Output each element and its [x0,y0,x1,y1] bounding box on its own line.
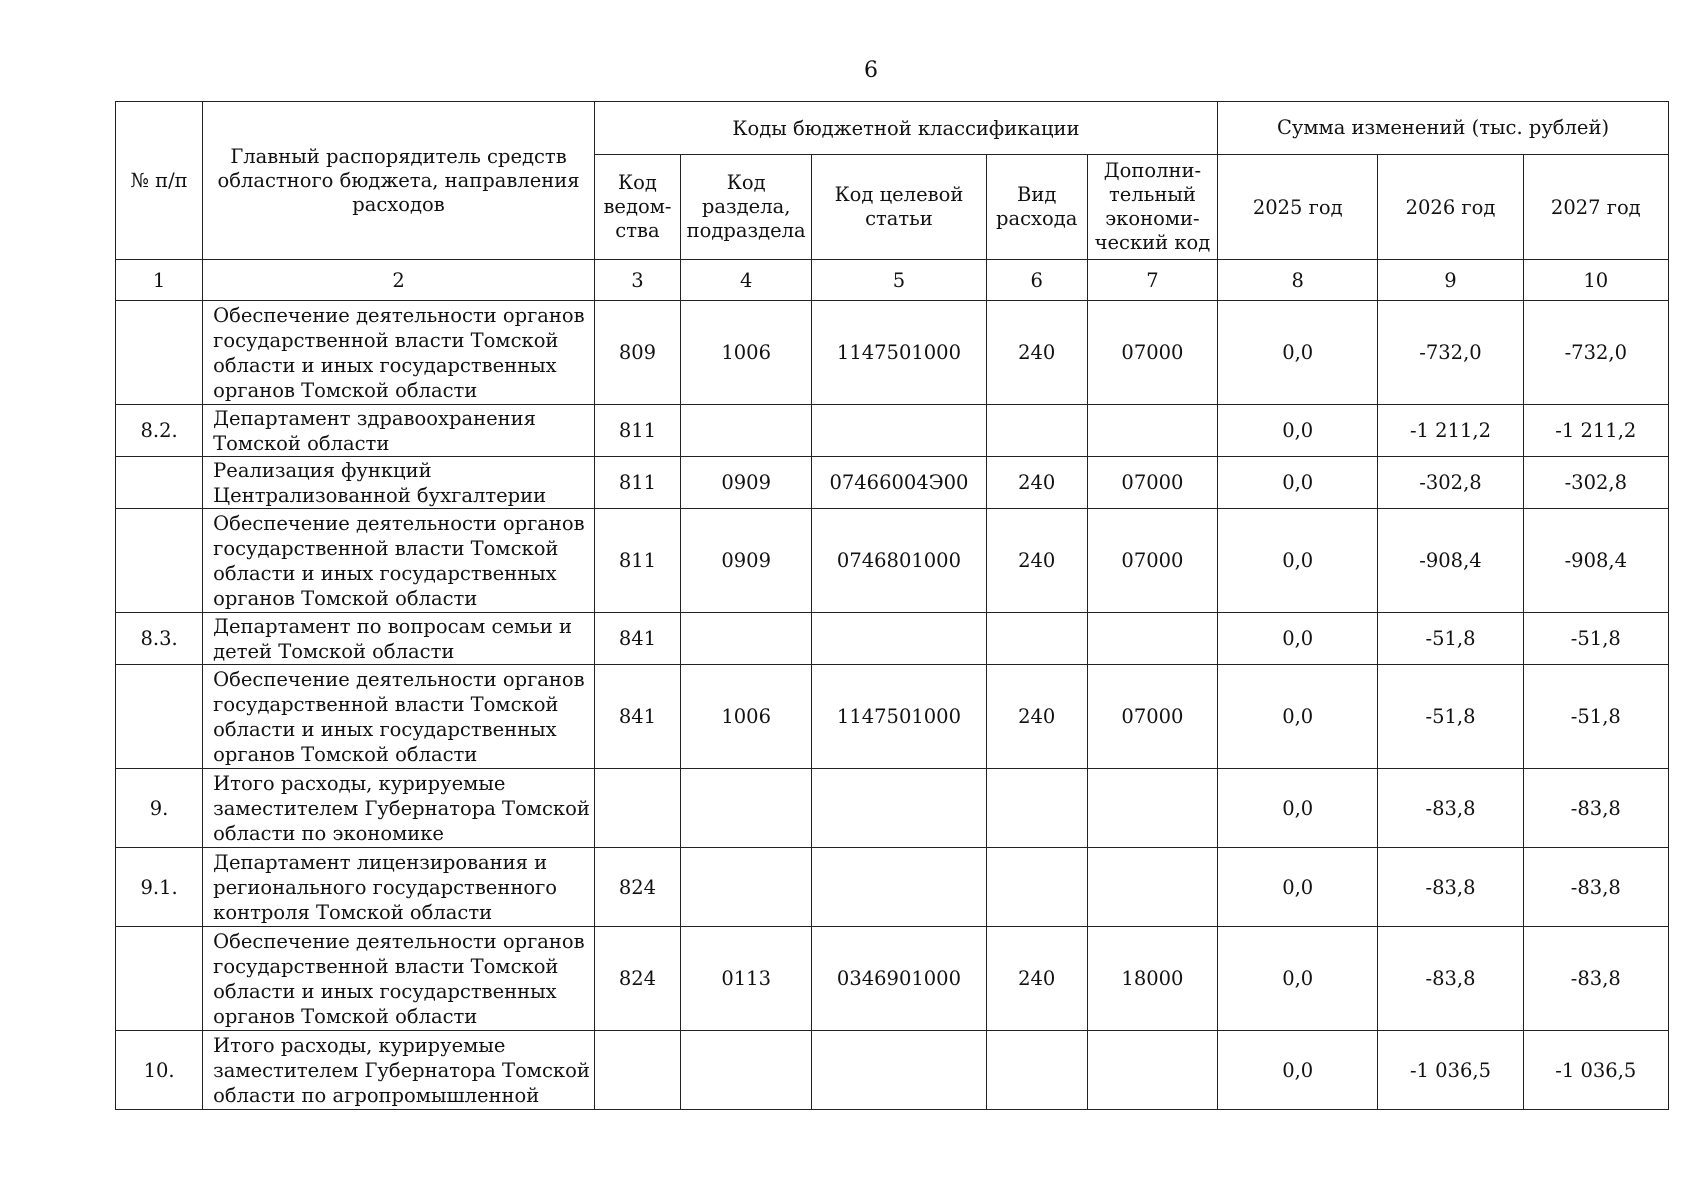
header-code-cel: Код целевой статьи [812,155,986,260]
cell-y2025: 0,0 [1218,927,1378,1031]
cell-ved: 824 [594,927,680,1031]
cell-y2027: -51,8 [1523,665,1668,769]
cell-vid [986,769,1087,848]
cell-razdel: 1006 [681,301,812,405]
cell-y2025: 0,0 [1218,769,1378,848]
cell-razdel [681,1031,812,1110]
page-number: 6 [864,58,878,83]
header-group-codes: Коды бюджетной классификации [594,102,1217,155]
cell-y2026: -83,8 [1378,927,1523,1031]
cell-cel [812,405,986,457]
table-row [116,301,1669,405]
cell-cel [812,848,986,927]
cell-cel [812,613,986,665]
cell-num: 8.3. [116,613,203,665]
cell-y2027: -1 211,2 [1523,405,1668,457]
cell-name: Реализация функций Централизованной бухгалтерии [203,457,595,509]
cell-ved: 841 [594,613,680,665]
cell-ved: 841 [594,665,680,769]
cell-ved: 811 [594,457,680,509]
header-2026: 2026 год [1378,155,1523,260]
cell-vid: 240 [986,509,1087,613]
col-number: 9 [1378,260,1523,301]
header-vid: Вид расхода [986,155,1087,260]
cell-razdel [681,769,812,848]
header-code-razdel: Код раздела, подраздела [681,155,812,260]
col-number: 10 [1523,260,1668,301]
cell-ved [594,769,680,848]
cell-dop: 07000 [1087,301,1217,405]
cell-ved: 811 [594,509,680,613]
cell-cel [812,1031,986,1110]
cell-dop [1087,405,1217,457]
header-code-ved: Код ведом-ства [594,155,680,260]
cell-cel: 1147501000 [812,301,986,405]
cell-y2026: -908,4 [1378,509,1523,613]
col-number: 4 [681,260,812,301]
col-number: 2 [203,260,595,301]
header-group-sum: Сумма изменений (тыс. рублей) [1218,102,1669,155]
cell-y2025: 0,0 [1218,613,1378,665]
cell-y2025: 0,0 [1218,665,1378,769]
cell-dop: 07000 [1087,457,1217,509]
cell-name: Обеспечение деятельности органов государственной власти Томской области и иных государственных органов Томской области [203,927,595,1031]
cell-ved [594,1031,680,1110]
header-num: № п/п [116,102,203,260]
cell-razdel [681,848,812,927]
column-number-row [116,260,1669,301]
cell-vid: 240 [986,927,1087,1031]
header-dop: Дополни-тельный экономи-ческий код [1087,155,1217,260]
cell-num: 8.2. [116,405,203,457]
cell-num [116,509,203,613]
cell-dop: 07000 [1087,665,1217,769]
cell-y2025: 0,0 [1218,1031,1378,1110]
cell-y2027: -1 036,5 [1523,1031,1668,1110]
col-number: 6 [986,260,1087,301]
cell-razdel: 0113 [681,927,812,1031]
col-number: 1 [116,260,203,301]
cell-name: Департамент по вопросам семьи и детей Томской области [203,613,595,665]
cell-ved: 809 [594,301,680,405]
cell-y2025: 0,0 [1218,848,1378,927]
cell-vid: 240 [986,665,1087,769]
cell-name: Обеспечение деятельности органов государственной власти Томской области и иных государственных органов Томской области [203,301,595,405]
cell-cel: 0746801000 [812,509,986,613]
cell-y2025: 0,0 [1218,457,1378,509]
cell-y2025: 0,0 [1218,301,1378,405]
cell-num: 9.1. [116,848,203,927]
cell-name: Департамент здравоохранения Томской области [203,405,595,457]
cell-razdel [681,613,812,665]
col-number: 5 [812,260,986,301]
cell-y2026: -83,8 [1378,769,1523,848]
cell-y2027: -51,8 [1523,613,1668,665]
cell-vid [986,1031,1087,1110]
cell-vid: 240 [986,301,1087,405]
cell-name: Обеспечение деятельности органов государственной власти Томской области и иных государственных органов Томской области [203,509,595,613]
cell-num [116,301,203,405]
cell-cel [812,769,986,848]
table-row [116,848,1669,927]
table-row [116,457,1669,509]
cell-name: Департамент лицензирования и регионального государственного контроля Томской области [203,848,595,927]
cell-num [116,665,203,769]
col-number: 7 [1087,260,1217,301]
cell-ved: 824 [594,848,680,927]
cell-dop [1087,769,1217,848]
table-row [116,1031,1669,1110]
cell-num [116,457,203,509]
cell-dop [1087,848,1217,927]
cell-y2026: -83,8 [1378,848,1523,927]
cell-y2027: -732,0 [1523,301,1668,405]
cell-vid [986,405,1087,457]
cell-razdel: 0909 [681,457,812,509]
cell-cel: 1147501000 [812,665,986,769]
cell-num: 10. [116,1031,203,1110]
cell-name: Итого расходы, курируемые заместителем Губернатора Томской области по экономике [203,769,595,848]
cell-y2027: -908,4 [1523,509,1668,613]
cell-y2026: -732,0 [1378,301,1523,405]
cell-num: 9. [116,769,203,848]
table-row [116,769,1669,848]
cell-razdel [681,405,812,457]
cell-dop: 18000 [1087,927,1217,1031]
table-row [116,613,1669,665]
table-row [116,927,1669,1031]
cell-y2027: -83,8 [1523,927,1668,1031]
table-row [116,509,1669,613]
cell-dop: 07000 [1087,509,1217,613]
cell-name: Итого расходы, курируемые заместителем Губернатора Томской области по агропромышленной [203,1031,595,1110]
cell-dop [1087,613,1217,665]
cell-name: Обеспечение деятельности органов государственной власти Томской области и иных государственных органов Томской области [203,665,595,769]
cell-razdel: 1006 [681,665,812,769]
col-number: 8 [1218,260,1378,301]
cell-y2025: 0,0 [1218,509,1378,613]
cell-ved: 811 [594,405,680,457]
cell-vid [986,613,1087,665]
cell-y2026: -51,8 [1378,613,1523,665]
header-name: Главный распорядитель средств областного бюджета, направления расходов [203,102,595,260]
budget-table [115,101,1669,1110]
cell-y2027: -83,8 [1523,769,1668,848]
cell-y2025: 0,0 [1218,405,1378,457]
cell-num [116,927,203,1031]
cell-cel: 0346901000 [812,927,986,1031]
header-2027: 2027 год [1523,155,1668,260]
cell-y2027: -83,8 [1523,848,1668,927]
table-row [116,665,1669,769]
cell-cel: 07466004Э00 [812,457,986,509]
cell-y2026: -51,8 [1378,665,1523,769]
cell-dop [1087,1031,1217,1110]
cell-y2026: -1 211,2 [1378,405,1523,457]
cell-vid [986,848,1087,927]
cell-y2026: -302,8 [1378,457,1523,509]
cell-y2027: -302,8 [1523,457,1668,509]
table-row [116,405,1669,457]
cell-razdel: 0909 [681,509,812,613]
cell-y2026: -1 036,5 [1378,1031,1523,1110]
header-2025: 2025 год [1218,155,1378,260]
col-number: 3 [594,260,680,301]
cell-vid: 240 [986,457,1087,509]
